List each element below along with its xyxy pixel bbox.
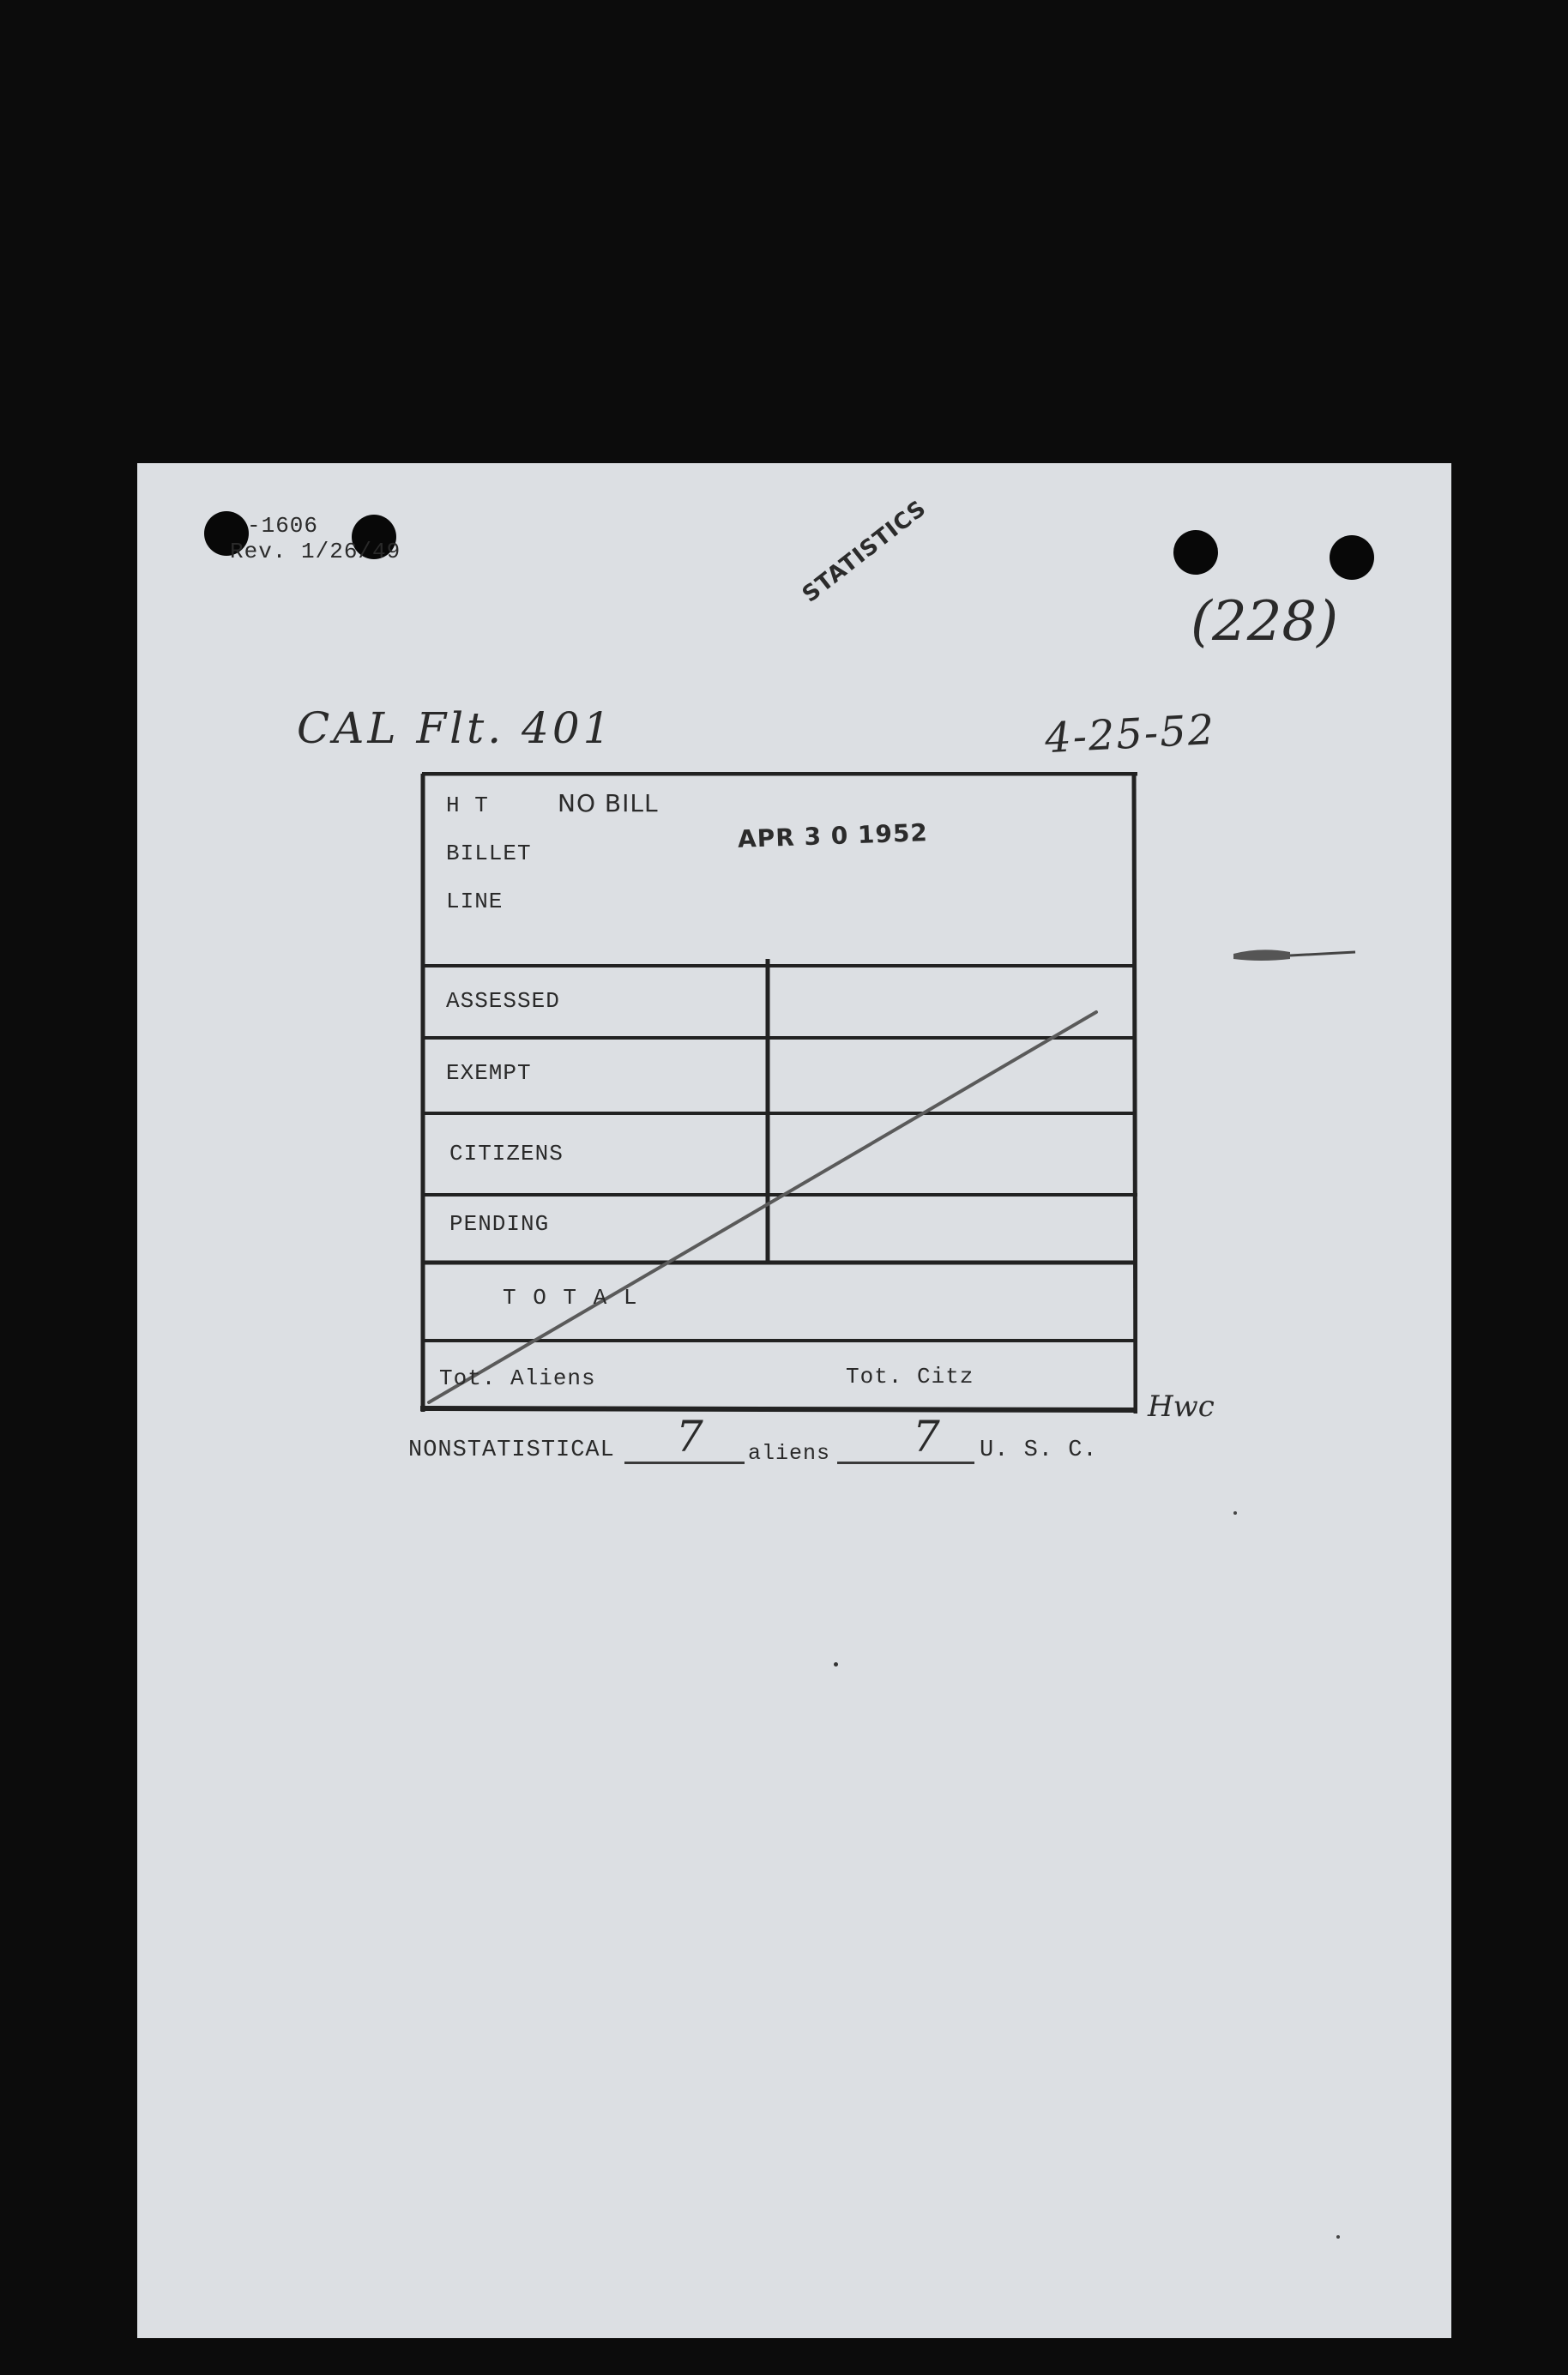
- aliens-count: 7: [676, 1412, 703, 1462]
- pencil-mark: [1227, 943, 1364, 969]
- statistics-stamp: STATISTICS: [798, 495, 932, 608]
- document-page: [137, 463, 1451, 2338]
- header-line-billet: BILLET: [446, 841, 532, 866]
- form-revision: Rev. 1/26/49: [230, 539, 401, 564]
- paper-speck: [1336, 2235, 1340, 2239]
- row-label-citizens: CITIZENS: [449, 1141, 564, 1166]
- usc-label: U. S. C.: [980, 1438, 1098, 1463]
- nonstatistical-label: NONSTATISTICAL: [408, 1438, 615, 1463]
- header-line-line: LINE: [446, 889, 504, 914]
- statistics-box: [420, 772, 1137, 1414]
- box-lines: [420, 772, 1137, 1414]
- handwritten-initials: Hwc: [1148, 1389, 1215, 1424]
- usc-count-blank: [837, 1436, 974, 1464]
- total-label: T O T A L: [503, 1285, 639, 1311]
- total-aliens-label: Tot. Aliens: [439, 1365, 596, 1391]
- total-citizens-label: Tot. Citz: [846, 1364, 974, 1389]
- received-date-stamp: APR 3 0 1952: [737, 818, 929, 853]
- paper-speck: [1233, 1511, 1237, 1515]
- handwritten-date: 4-25-52: [1043, 705, 1217, 763]
- row-label-pending: PENDING: [449, 1211, 550, 1237]
- handwritten-flight: CAL Flt. 401: [297, 703, 614, 753]
- punch-hole-right-2: [1330, 535, 1374, 580]
- row-label-assessed: ASSESSED: [446, 988, 560, 1014]
- header-line-ht: H T: [446, 793, 489, 818]
- aliens-label: aliens: [748, 1441, 831, 1466]
- form-number: -1606: [247, 513, 319, 539]
- punch-hole-right-1: [1173, 530, 1218, 575]
- row-label-exempt: EXEMPT: [446, 1060, 532, 1086]
- no-bill-stamp: NO BILL: [558, 789, 659, 817]
- paper-speck: [834, 1662, 838, 1667]
- handwritten-page-number: (228): [1191, 590, 1339, 654]
- usc-count: 7: [913, 1412, 940, 1462]
